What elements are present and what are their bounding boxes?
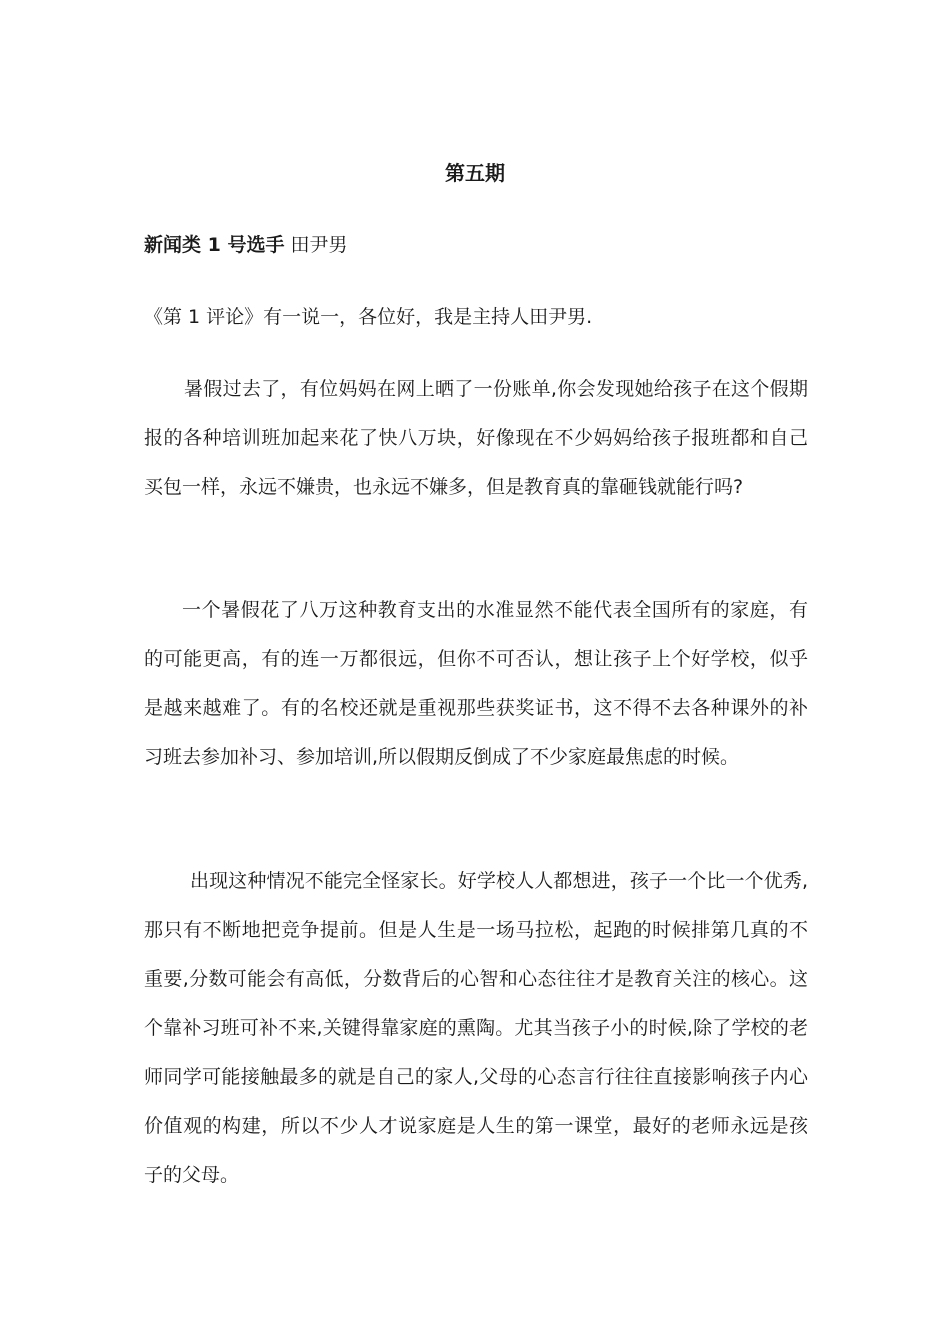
paragraph-3: 出现这种情况不能完全怪家长。好学校人人都想进，孩子一个比一个优秀,那只有不断地把竞争提前。但是人生是一场马拉松，起跑的时候排第几真的不重要,分数可能会有高低，分数背后的心智和心态往往才是教育关注的核心。这个靠补习班可补不来,关键得靠家庭的熏陶。尤其当孩子小的时候,除了学校的老师同学可能接触最多的就是自己的家人,父母的心态言行往往直接影响孩子内心价值观的构建，所以不少人才说家庭是人生的第一课堂，最好的老师永远是孩子的父母。 [144,870,808,1186]
contestant-name: 田尹男 [290,234,348,256]
intro-line: 《第 1 评论》有一说一，各位好，我是主持人田尹男. [144,306,593,328]
paragraph-2: 一个暑假花了八万这种教育支出的水准显然不能代表全国所有的家庭，有的可能更高，有的连一万都很远，但你不可否认，想让孩子上个好学校，似乎是越来越难了。有的名校还就是重视那些获奖证书，这不得不去各种课外的补习班去参加补习、参加培训,所以假期反倒成了不少家庭最焦虑的时候。 [144,599,808,768]
paragraph-1: 暑假过去了，有位妈妈在网上晒了一份账单,你会发现她给孩子在这个假期报的各种培训班加起来花了快八万块，好像现在不少妈妈给孩子报班都和自己买包一样，永远不嫌贵，也永远不嫌多，但是教育真的靠砸钱就能行吗? [144,378,808,498]
contestant-label: 新闻类 1 号选手 [144,234,285,256]
document-title: 第五期 [445,161,505,185]
contestant-line [144,230,348,260]
